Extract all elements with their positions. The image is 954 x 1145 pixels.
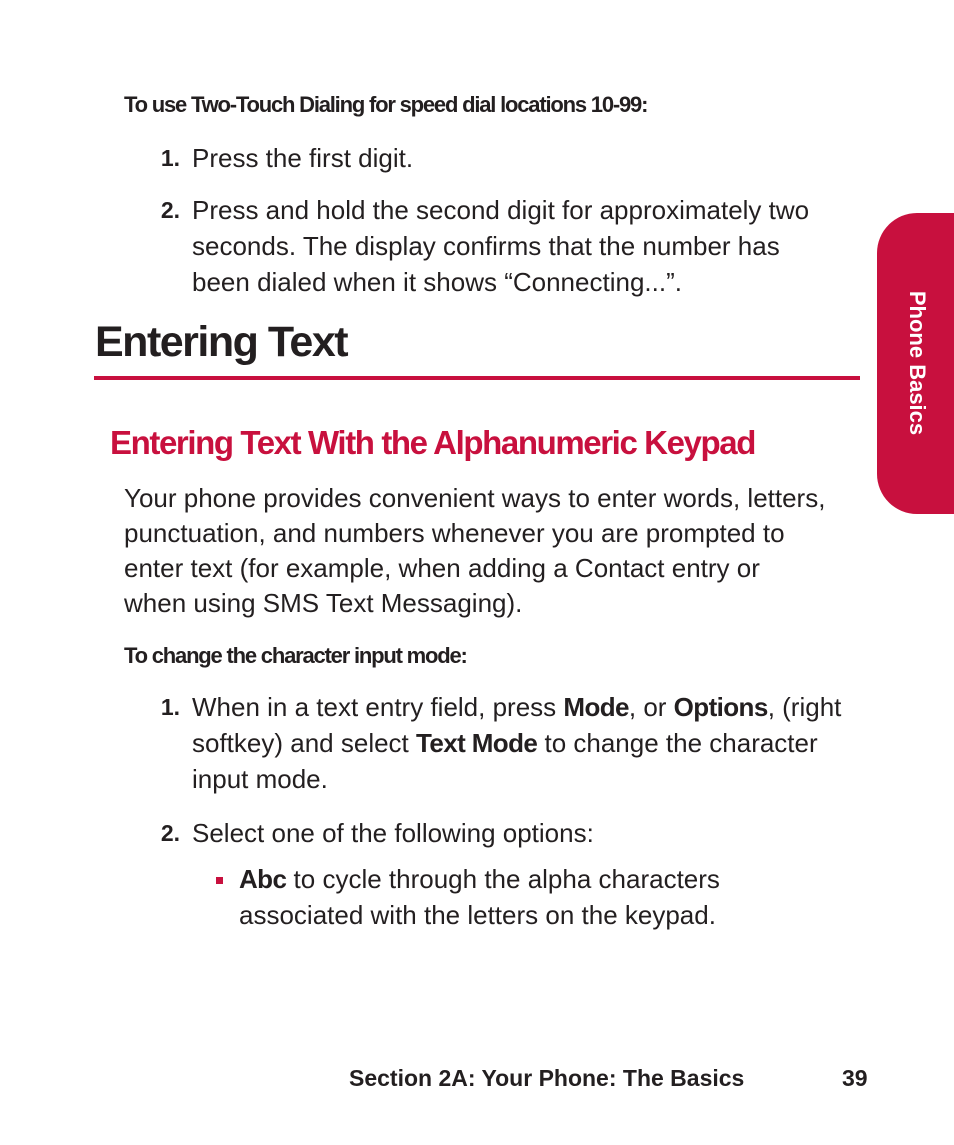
mode-step-2-number: 2.	[160, 820, 180, 846]
mode-key: Mode	[563, 692, 629, 722]
paragraph-line-2: punctuation, and numbers whenever you are prompted to	[124, 518, 785, 548]
page-number: 39	[842, 1065, 868, 1091]
options-key: Options	[673, 692, 768, 722]
text-mode-option: Text Mode	[416, 728, 538, 758]
mode-step-1-line-3: input mode.	[192, 764, 328, 794]
dial-step-2-text	[192, 192, 872, 300]
paragraph-line-3: enter text (for example, when adding a Contact entry or	[124, 553, 760, 583]
side-tab	[877, 213, 954, 514]
paragraph-line-1: Your phone provides convenient ways to enter words, letters,	[124, 483, 826, 513]
mode-step-1-number: 1.	[160, 694, 180, 720]
intro-paragraph	[124, 480, 864, 621]
bullet-abc-text	[239, 861, 859, 933]
dial-step-2-line-1: Press and hold the second digit for approximately two	[192, 195, 810, 225]
paragraph-line-4: when using SMS Text Messaging).	[124, 588, 523, 618]
side-tab-label: Phone Basics	[905, 290, 930, 436]
footer-section: Section 2A: Your Phone: The Basics	[349, 1065, 745, 1091]
mode-heading: To change the character input mode:	[124, 643, 467, 668]
dial-step-1-number: 1.	[160, 145, 180, 171]
mode-step-1-text	[192, 689, 872, 797]
mode-step-1-line-1: When in a text entry field, press Mode, or Options, (right	[192, 692, 842, 722]
mode-step-2-text: Select one of the following options:	[192, 818, 594, 848]
dial-step-2-line-3: been dialed when it shows “Connecting...”.	[192, 267, 682, 297]
mode-step-1-line-2: softkey) and select Text Mode to change the character	[192, 728, 818, 758]
dial-step-2-line-2: seconds. The display confirms that the number has	[192, 231, 780, 261]
dial-step-2-number: 2.	[160, 197, 180, 223]
intro-heading: To use Two-Touch Dialing for speed dial locations 10-99:	[124, 92, 648, 117]
section-rule	[94, 376, 860, 380]
abc-option: Abc	[239, 864, 287, 894]
section-title: Entering Text	[95, 318, 348, 366]
bullet-abc-line-1: Abc to cycle through the alpha characters	[239, 864, 720, 894]
subsection-title: Entering Text With the Alphanumeric Keypad	[110, 424, 755, 461]
bullet-square-icon	[216, 877, 223, 884]
dial-step-1-text: Press the first digit.	[192, 143, 414, 173]
bullet-abc-line-2: associated with the letters on the keypad.	[239, 900, 716, 930]
